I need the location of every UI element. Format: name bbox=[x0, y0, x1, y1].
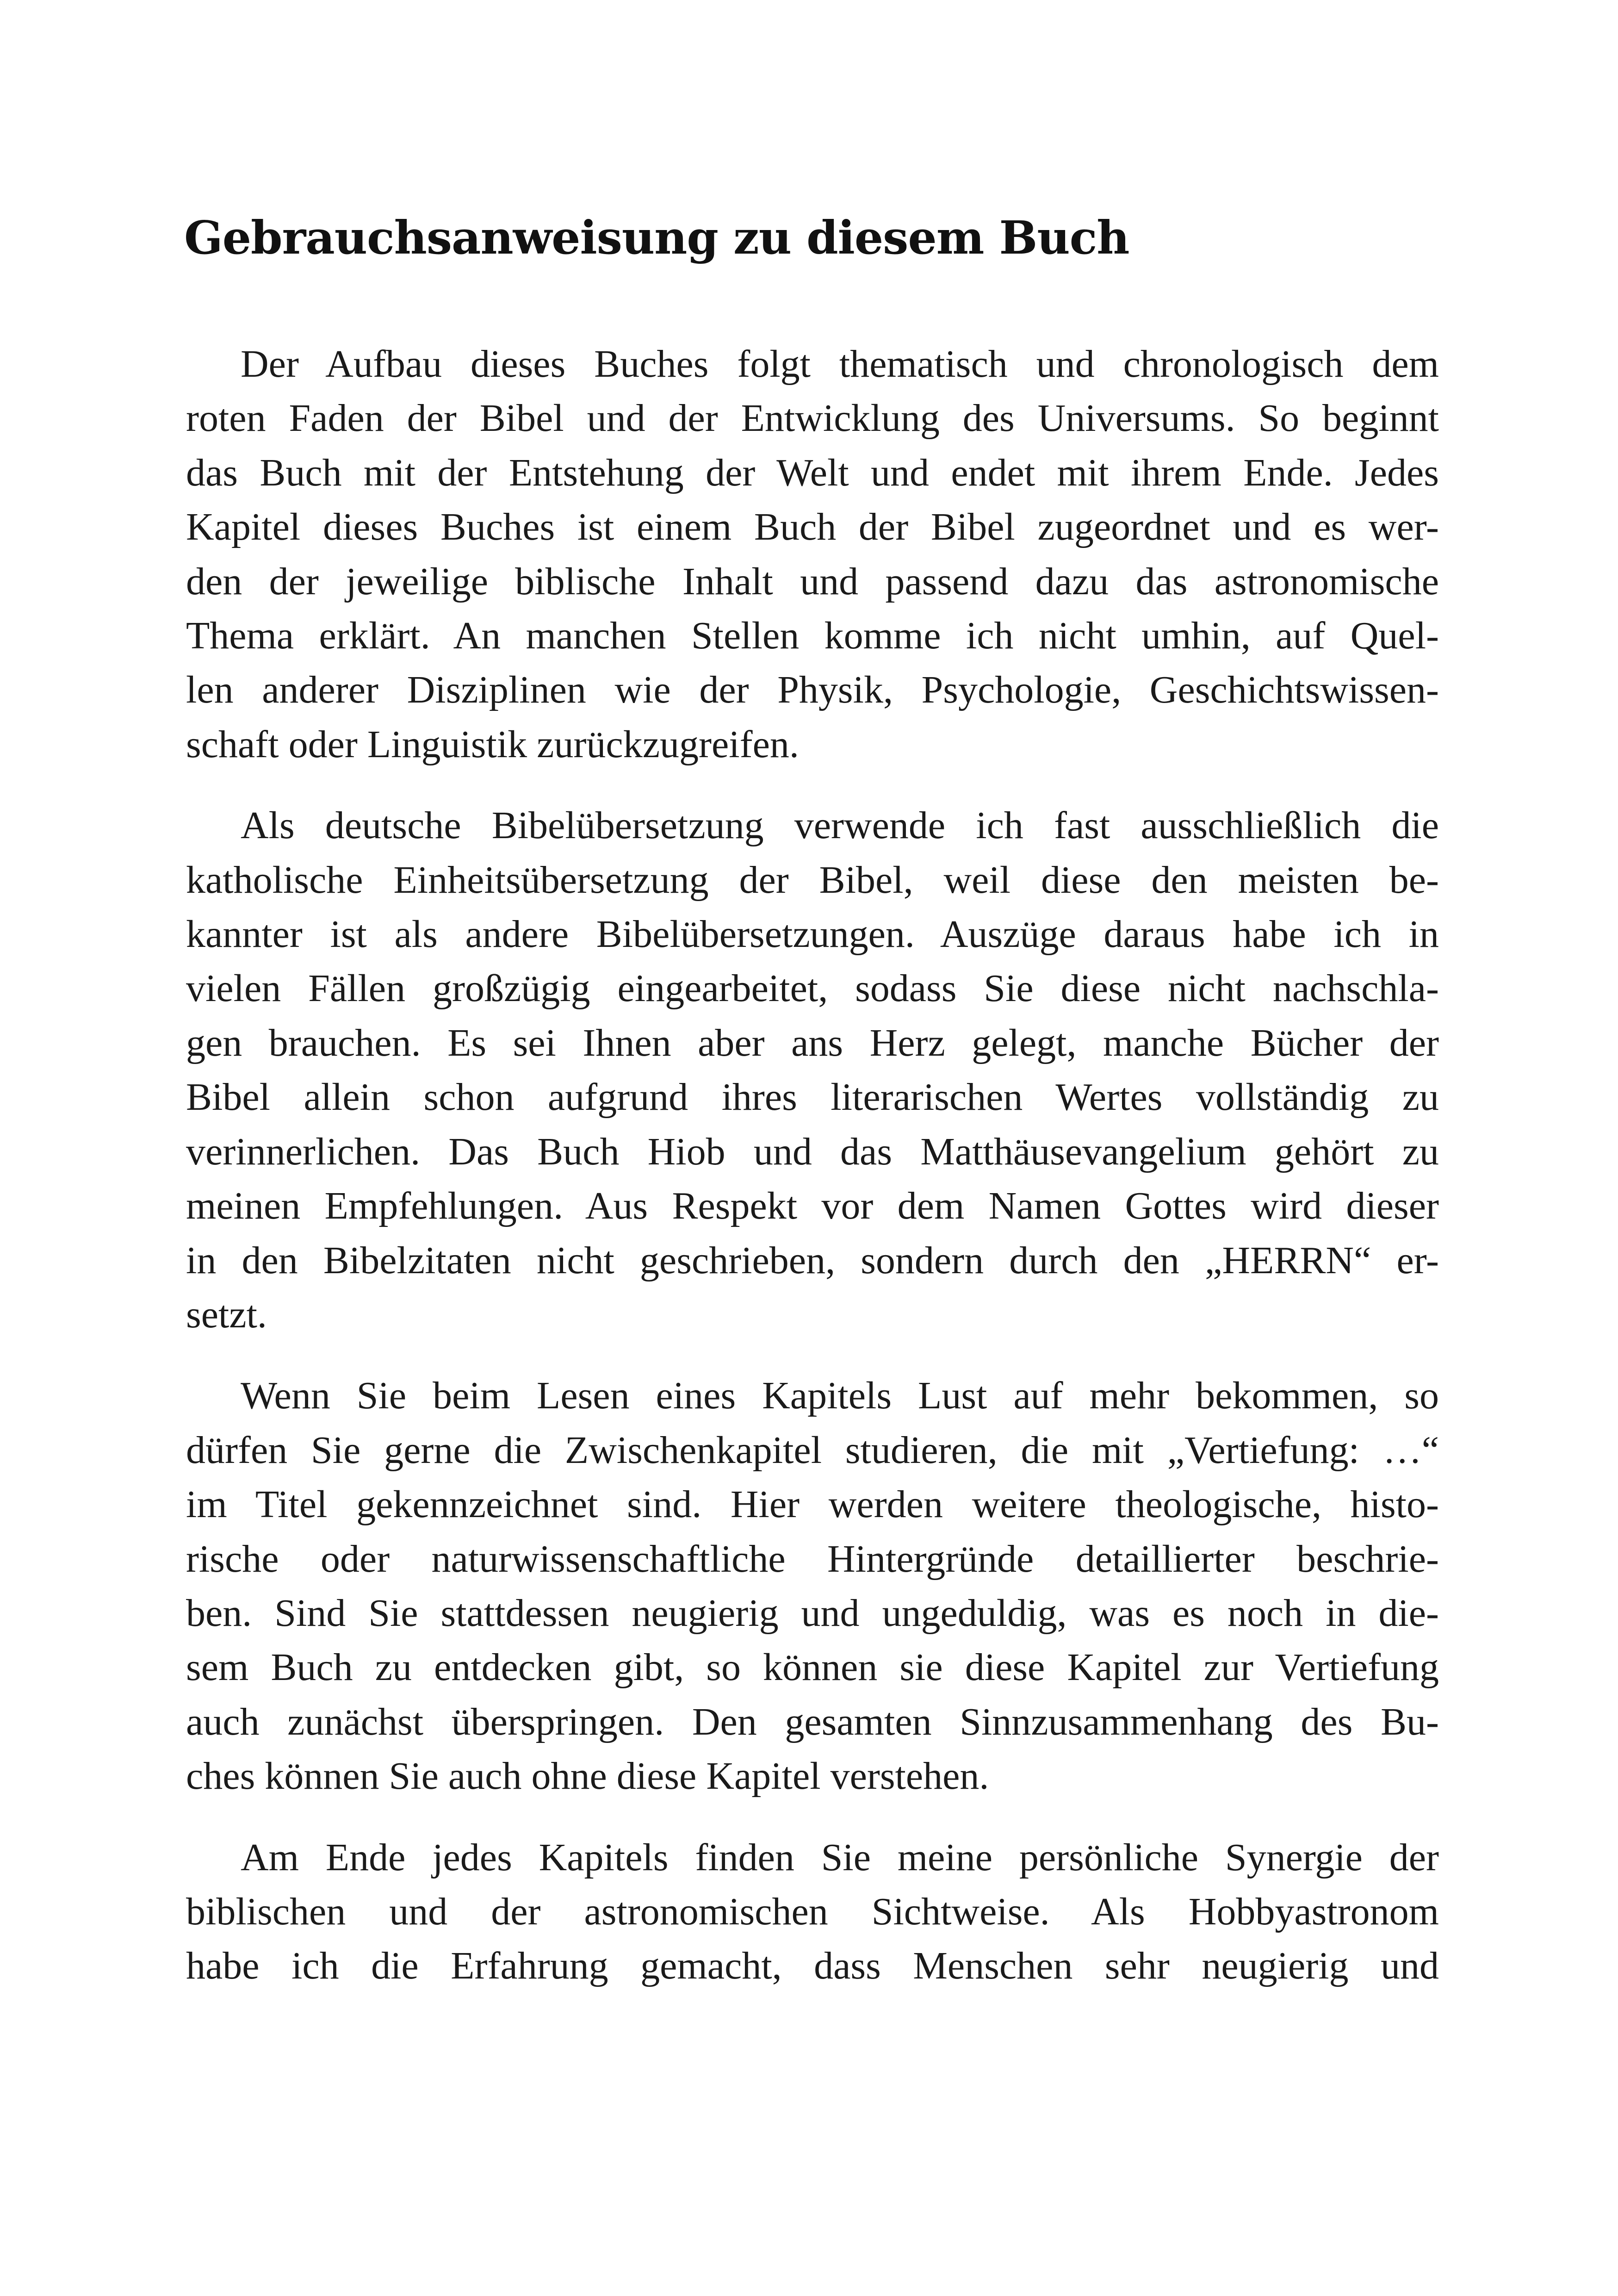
text-line: habe ich die Erfahrung gemacht, dass Menschen sehr neugierig und bbox=[186, 1944, 1439, 1988]
text-line: roten Faden der Bibel und der Entwicklung des Universums. So beginnt bbox=[186, 397, 1439, 440]
text-line: in den Bibelzitaten nicht geschrieben, sondern durch den „HERRN“ er- bbox=[186, 1238, 1439, 1282]
text-line: Thema erklärt. An manchen Stellen komme ich nicht umhin, auf Quel- bbox=[186, 614, 1439, 658]
paragraph bbox=[186, 1369, 1439, 1803]
text-line: katholische Einheitsübersetzung der Bibel, weil diese den meisten be- bbox=[186, 858, 1439, 902]
text-line: kannter ist als andere Bibelübersetzungen. Auszüge daraus habe ich in bbox=[186, 913, 1439, 956]
text-line: verinnerlichen. Das Buch Hiob und das Matthäusevangelium gehört zu bbox=[186, 1130, 1439, 1173]
text-line: setzt. bbox=[186, 1293, 267, 1336]
text-line: Als deutsche Bibelübersetzung verwende ich fast ausschließlich die bbox=[241, 804, 1439, 847]
body-text bbox=[186, 337, 1439, 2020]
text-line: sem Buch zu entdecken gibt, so können sie diese Kapitel zur Vertiefung bbox=[186, 1646, 1439, 1689]
text-line: auch zunächst überspringen. Den gesamten Sinnzusammenhang des Bu- bbox=[186, 1700, 1439, 1743]
text-line: Bibel allein schon aufgrund ihres literarischen Wertes vollständig zu bbox=[186, 1076, 1439, 1119]
text-line: im Titel gekennzeichnet sind. Hier werden weitere theologische, histo- bbox=[186, 1483, 1439, 1526]
text-line: gen brauchen. Es sei Ihnen aber ans Herz gelegt, manche Bücher der bbox=[186, 1021, 1439, 1064]
text-line: Wenn Sie beim Lesen eines Kapitels Lust auf mehr bekommen, so bbox=[241, 1374, 1439, 1418]
paragraph bbox=[186, 337, 1439, 772]
paragraph bbox=[186, 1830, 1439, 1993]
text-line: den der jeweilige biblische Inhalt und passend dazu das astronomische bbox=[186, 560, 1439, 603]
text-line: Am Ende jedes Kapitels finden Sie meine persönliche Synergie der bbox=[241, 1836, 1439, 1879]
text-line: meinen Empfehlungen. Aus Respekt vor dem Namen Gottes wird dieser bbox=[186, 1184, 1439, 1228]
text-line: Kapitel dieses Buches ist einem Buch der Bibel zugeordnet und es wer- bbox=[186, 505, 1439, 549]
text-line: len anderer Disziplinen wie der Physik, Psychologie, Geschichtswissen- bbox=[186, 668, 1439, 712]
text-line: biblischen und der astronomischen Sichtweise. Als Hobbyastronom bbox=[186, 1890, 1439, 1933]
text-line: schaft oder Linguistik zurückzugreifen. bbox=[186, 722, 799, 766]
text-line: das Buch mit der Entstehung der Welt und endet mit ihrem Ende. Jedes bbox=[186, 451, 1439, 494]
text-line: Der Aufbau dieses Buches folgt thematisch und chronologisch dem bbox=[241, 342, 1439, 386]
text-line: rische oder naturwissenschaftliche Hintergründe detaillierter beschrie- bbox=[186, 1537, 1439, 1580]
text-line: ben. Sind Sie stattdessen neugierig und ungeduldig, was es noch in die- bbox=[186, 1591, 1439, 1635]
text-line: vielen Fällen großzügig eingearbeitet, sodass Sie diese nicht nachschla- bbox=[186, 967, 1439, 1010]
text-line: ches können Sie auch ohne diese Kapitel verstehen. bbox=[186, 1755, 989, 1798]
text-line: dürfen Sie gerne die Zwischenkapitel studieren, die mit „Vertiefung: …“ bbox=[186, 1428, 1439, 1472]
chapter-heading: Gebrauchsanweisung zu diesem Buch bbox=[184, 212, 1129, 265]
paragraph bbox=[186, 798, 1439, 1342]
